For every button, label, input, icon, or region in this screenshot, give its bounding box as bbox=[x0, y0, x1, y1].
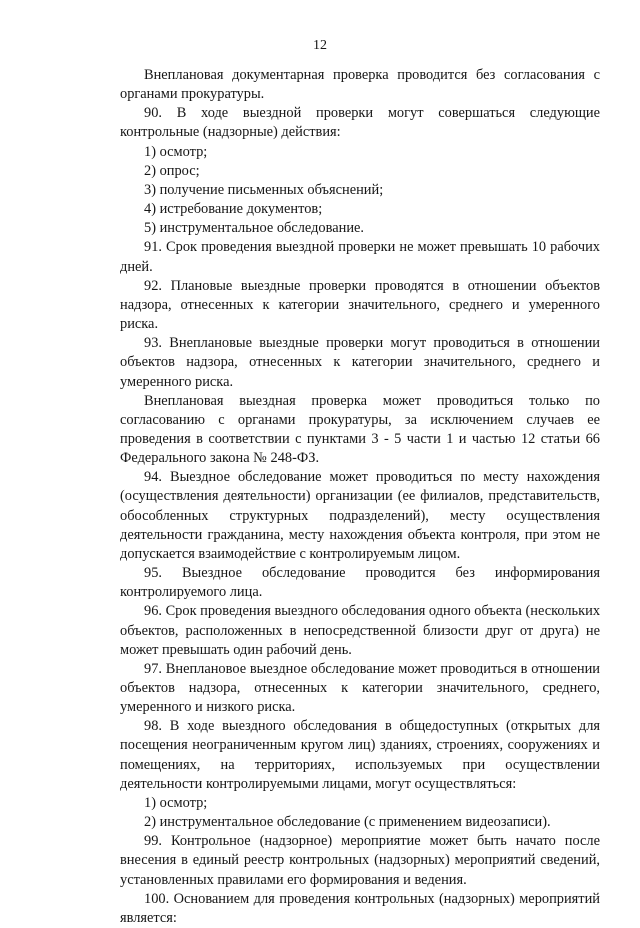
paragraph-94: 94. Выездное обследование может проводиться по месту нахождения (осуществления деятельности) организации (ее филиалов, представительств, обособленных структурных подразделений), месту осуществления деятельности гражданина, месту нахождения объекта контроля, при этом не допускается взаимодействие с контролируемым лицом. bbox=[120, 469, 600, 562]
paragraph-96: 96. Срок проведения выездного обследования одного объекта (нескольких объектов, расположенных в непосредственной близости друг от друга) не может превышать один рабочий день. bbox=[120, 603, 601, 658]
paragraph-99: 99. Контрольное (надзорное) мероприятие может быть начато после внесения в единый реестр контрольных (надзорных) мероприятий сведений, установленных правилами его формирования и ведения. bbox=[120, 833, 600, 888]
paragraph-91: 91. Срок проведения выездной проверки не может превышать 10 рабочих дней. bbox=[120, 239, 600, 275]
paragraph-90: 90. В ходе выездной проверки могут совершаться следующие контрольные (надзорные) действия: bbox=[120, 105, 600, 141]
list-item-inspection-2: 1) осмотр; bbox=[144, 794, 208, 811]
paragraph-92: 92. Плановые выездные проверки проводятся в отношении объектов надзора, отнесенных к категории значительного, среднего и умеренного риска. bbox=[120, 277, 600, 333]
page-number: 12 bbox=[313, 38, 327, 53]
paragraph-93: 93. Внеплановые выездные проверки могут проводиться в отношении объектов надзора, отнесенных к категории значительного, среднего и умеренного риска. bbox=[120, 335, 600, 390]
paragraph-95: 95. Выездное обследование проводится без информирования контролируемого лица. bbox=[120, 565, 600, 601]
list-item-interview: 2) опрос; bbox=[144, 162, 200, 179]
list-item-document-request: 4) истребование документов; bbox=[144, 201, 323, 218]
list-item-inspection: 1) осмотр; bbox=[144, 143, 208, 160]
list-item-written-explanations: 3) получение письменных объяснений; bbox=[144, 181, 384, 198]
paragraph-98: 98. В ходе выездного обследования в общедоступных (открытых для посещения неограниченным кругом лиц) зданиях, строениях, сооружениях и помещениях, на территориях, используемых при осуществлении деятельности контролируемыми лицами, могут осуществляться: bbox=[120, 718, 600, 792]
list-item-instrumental-examination-video: 2) инструментальное обследование (с применением видеозаписи). bbox=[144, 814, 551, 831]
document-body bbox=[120, 66, 600, 928]
list-item-instrumental-examination: 5) инструментальное обследование. bbox=[144, 220, 365, 237]
paragraph-unplanned-documentary-check: Внеплановая документарная проверка проводится без согласования с органами прокуратуры. bbox=[120, 67, 600, 103]
paragraph-100: 100. Основанием для проведения контрольных (надзорных) мероприятий является: bbox=[120, 890, 600, 926]
paragraph-unplanned-field-check: Внеплановая выездная проверка может проводиться только по согласованию с органами прокуратуры, за исключением случаев ее проведения в соответствии с пунктами 3 - 5 части 1 и частью 12 статьи 66 Федерального закона № 248-ФЗ. bbox=[120, 392, 600, 467]
paragraph-97: 97. Внеплановое выездное обследование может проводиться в отношении объектов надзора, отнесенных к категории значительного, среднего, умеренного и низкого риска. bbox=[120, 660, 600, 716]
